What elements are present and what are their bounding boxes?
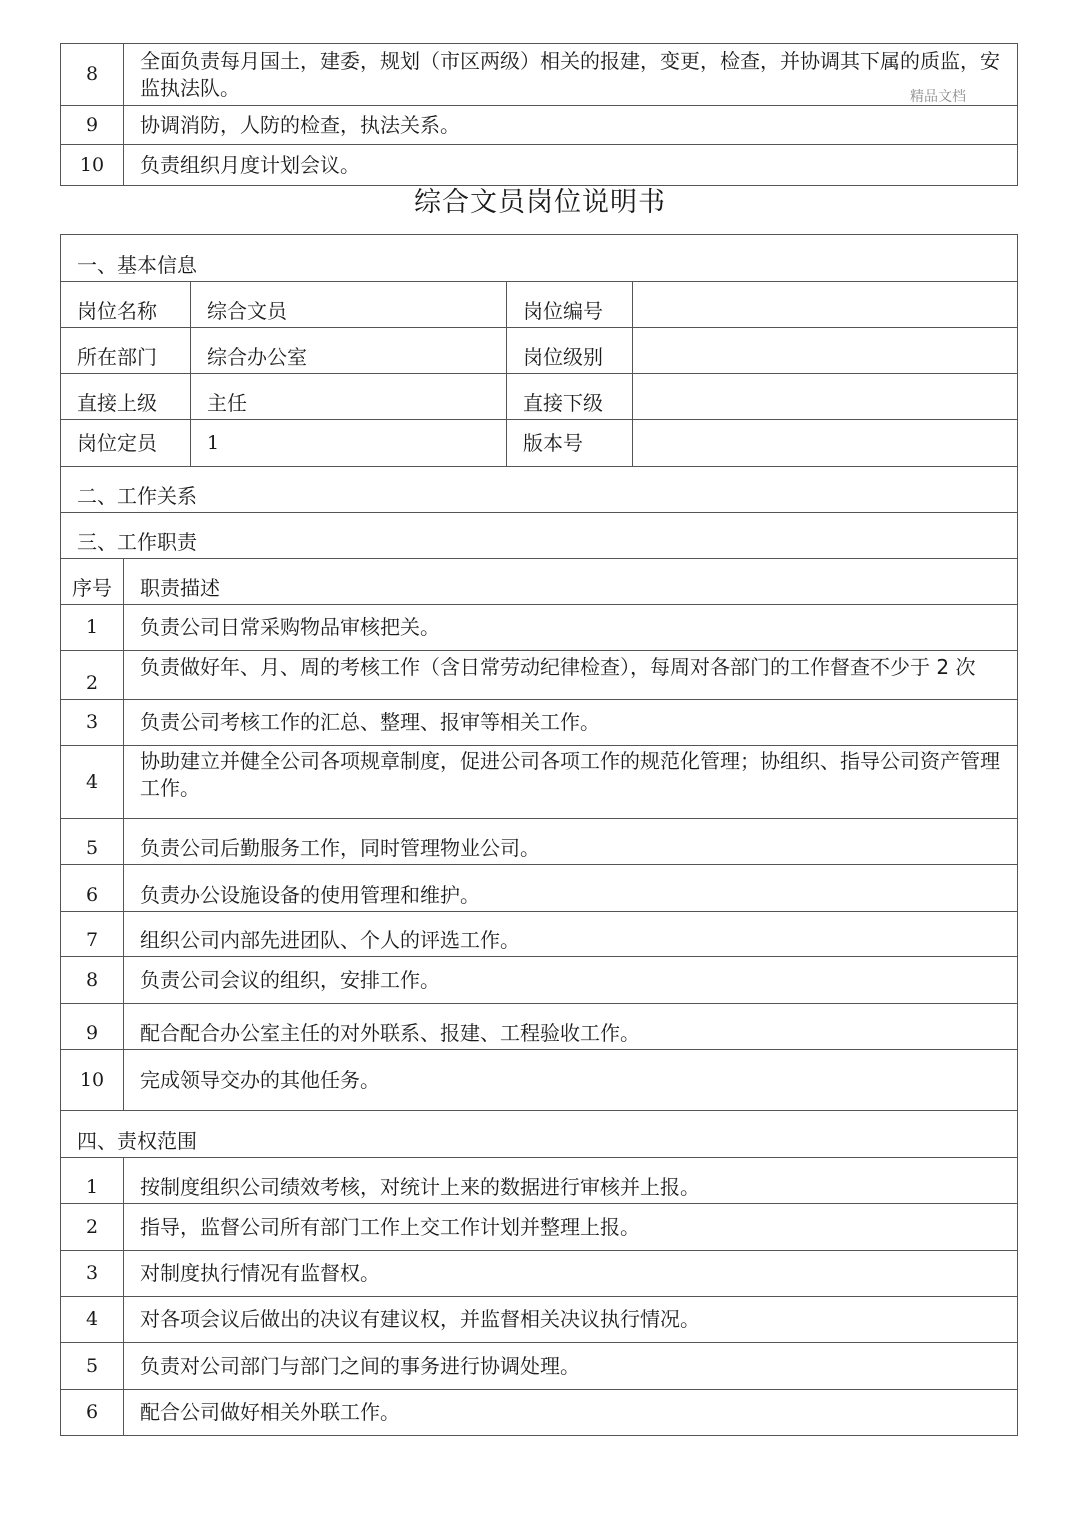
info-label: 直接上级	[61, 374, 191, 420]
row-number: 8	[61, 44, 124, 106]
info-label: 岗位名称	[61, 282, 191, 328]
row-number: 10	[61, 145, 124, 186]
row-description: 协助建立并健全公司各项规章制度，促进公司各项工作的规范化管理；协组织、指导公司资产管理工作。	[124, 746, 1018, 819]
info-value	[633, 328, 1018, 374]
row-description: 按制度组织公司绩效考核，对统计上来的数据进行审核并上报。	[124, 1158, 1018, 1204]
table-row	[61, 1251, 1018, 1297]
row-number: 9	[61, 106, 124, 145]
row-number: 5	[61, 819, 124, 865]
section-heading-authority: 四、责权范围	[61, 1111, 1018, 1158]
row-number: 3	[61, 1251, 124, 1297]
row-description: 完成领导交办的其他任务。	[124, 1050, 1018, 1111]
info-value: 主任	[191, 374, 507, 420]
info-row	[61, 328, 1018, 374]
info-value	[633, 374, 1018, 420]
row-description: 组织公司内部先进团队、个人的评选工作。	[124, 912, 1018, 957]
row-number: 5	[61, 1343, 124, 1390]
table-row	[61, 746, 1018, 819]
page-title: 综合文员岗位说明书	[414, 187, 666, 218]
section-header-row	[61, 235, 1018, 282]
section-heading-basic-info: 一、基本信息	[61, 235, 1018, 282]
table-row	[61, 957, 1018, 1004]
row-description: 负责办公设施设备的使用管理和维护。	[124, 865, 1018, 912]
row-description: 全面负责每月国土，建委，规划（市区两级）相关的报建，变更，检查，并协调其下属的质监，安监执法队。	[124, 44, 1018, 106]
table-row	[61, 1297, 1018, 1343]
table-row	[61, 1343, 1018, 1390]
duties-column-header-row	[61, 559, 1018, 605]
info-row	[61, 282, 1018, 328]
row-description: 负责对公司部门与部门之间的事务进行协调处理。	[124, 1343, 1018, 1390]
table-row	[61, 1050, 1018, 1111]
section-header-row	[61, 467, 1018, 513]
row-description: 负责组织月度计划会议。	[124, 145, 1018, 186]
row-description: 负责公司会议的组织，安排工作。	[124, 957, 1018, 1004]
row-description: 指导，监督公司所有部门工作上交工作计划并整理上报。	[124, 1204, 1018, 1251]
info-value: 1	[191, 420, 507, 467]
section-heading-work-relations: 二、工作关系	[61, 467, 1018, 513]
row-number: 9	[61, 1004, 124, 1050]
row-description	[124, 651, 1018, 700]
row-number: 4	[61, 1297, 124, 1343]
row-number: 7	[61, 912, 124, 957]
info-label: 直接下级	[507, 374, 633, 420]
table-row	[61, 1158, 1018, 1204]
column-header-description: 职责描述	[124, 559, 1018, 605]
row-description: 负责公司后勤服务工作，同时管理物业公司。	[124, 819, 1018, 865]
section-heading-duties: 三、工作职责	[61, 513, 1018, 559]
table-row	[61, 1204, 1018, 1251]
row-number: 8	[61, 957, 124, 1004]
table-row	[61, 1004, 1018, 1050]
row-number: 1	[61, 605, 124, 651]
watermark: 精品文档	[910, 89, 966, 105]
row-number: 2	[61, 1204, 124, 1251]
row-number: 3	[61, 700, 124, 746]
table-row	[61, 605, 1018, 651]
row-description: 对各项会议后做出的决议有建议权，并监督相关决议执行情况。	[124, 1297, 1018, 1343]
row-description-text: 负责做好年、月、周的考核工作（含日常劳动纪律检查），每周对各部门的工作督查不少于 2 次	[140, 655, 976, 679]
table-row	[61, 700, 1018, 746]
info-label: 岗位编号	[507, 282, 633, 328]
row-description: 负责公司日常采购物品审核把关。	[124, 605, 1018, 651]
row-description: 配合公司做好相关外联工作。	[124, 1390, 1018, 1436]
info-label: 版本号	[507, 420, 633, 467]
row-description: 对制度执行情况有监督权。	[124, 1251, 1018, 1297]
row-description: 协调消防，人防的检查，执法关系。	[124, 106, 1018, 145]
row-number: 1	[61, 1158, 124, 1204]
job-description-table	[60, 234, 1018, 1436]
row-number: 6	[61, 865, 124, 912]
continued-duties-table	[60, 43, 1018, 186]
section-header-row	[61, 1111, 1018, 1158]
table-row	[61, 1390, 1018, 1436]
info-value	[633, 420, 1018, 467]
column-header-number: 序号	[61, 559, 124, 605]
info-value: 综合办公室	[191, 328, 507, 374]
info-label: 所在部门	[61, 328, 191, 374]
row-number: 2	[61, 651, 124, 700]
info-row	[61, 374, 1018, 420]
info-value: 综合文员	[191, 282, 507, 328]
table-row	[61, 106, 1018, 145]
table-row	[61, 651, 1018, 700]
table-row	[61, 912, 1018, 957]
info-label: 岗位定员	[61, 420, 191, 467]
table-row	[61, 44, 1018, 106]
info-row	[61, 420, 1018, 467]
table-row	[61, 819, 1018, 865]
table-row	[61, 865, 1018, 912]
section-header-row	[61, 513, 1018, 559]
row-description: 负责公司考核工作的汇总、整理、报审等相关工作。	[124, 700, 1018, 746]
row-number: 10	[61, 1050, 124, 1111]
row-number: 4	[61, 746, 124, 819]
row-number: 6	[61, 1390, 124, 1436]
row-description: 配合配合办公室主任的对外联系、报建、工程验收工作。	[124, 1004, 1018, 1050]
info-label: 岗位级别	[507, 328, 633, 374]
info-value	[633, 282, 1018, 328]
